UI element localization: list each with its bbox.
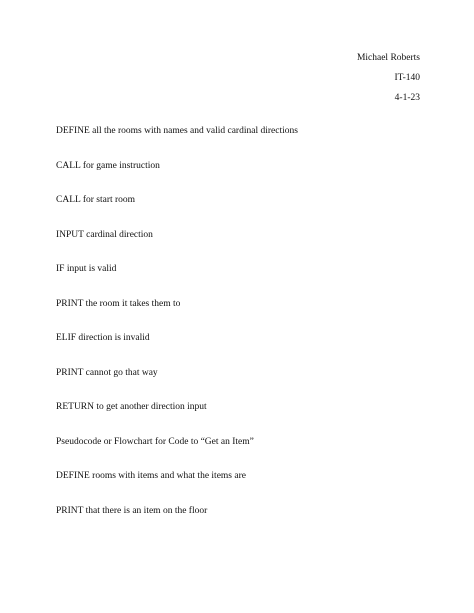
- pseudocode-line: RETURN to get another direction input: [56, 402, 207, 412]
- document-header: [357, 54, 420, 114]
- document-date: 4-1-23: [394, 93, 420, 103]
- pseudocode-line: INPUT cardinal direction: [56, 229, 153, 240]
- pseudocode-line: PRINT the room it takes them to: [56, 298, 181, 309]
- pseudocode-line: CALL for start room: [56, 195, 136, 205]
- author-name: Michael Roberts: [356, 53, 420, 63]
- pseudocode-body: [56, 127, 426, 541]
- course-code: IT-140: [394, 73, 420, 83]
- pseudocode-line: ELIF direction is invalid: [56, 333, 150, 343]
- pseudocode-line: IF input is valid: [56, 264, 117, 274]
- pseudocode-line: DEFINE rooms with items and what the items are: [56, 471, 246, 481]
- pseudocode-line: CALL for game instruction: [56, 160, 160, 171]
- pseudocode-line: PRINT cannot go that way: [56, 367, 158, 378]
- pseudocode-line: PRINT that there is an item on the floor: [56, 505, 208, 516]
- pseudocode-line: DEFINE all the rooms with names and valid cardinal directions: [56, 126, 298, 136]
- section-heading: Pseudocode or Flowchart for Code to “Get an Item”: [56, 436, 254, 447]
